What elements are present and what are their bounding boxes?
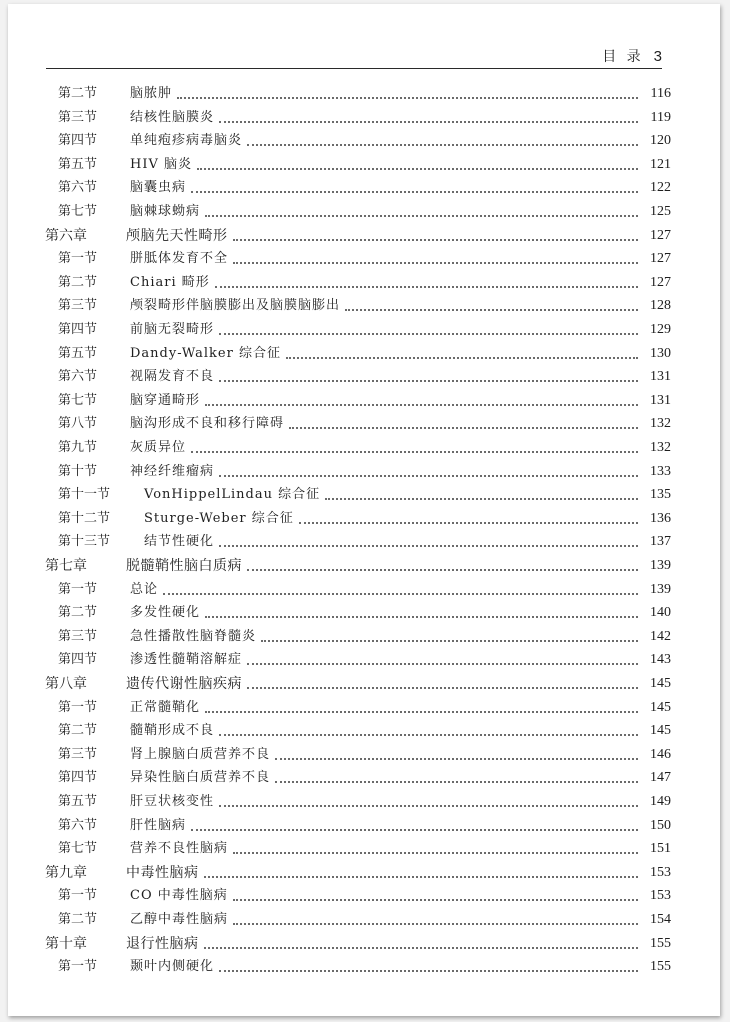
toc-entry-label: 第六节 xyxy=(58,369,98,385)
dot-leader xyxy=(299,509,638,524)
toc-section-row[interactable] xyxy=(58,882,671,904)
toc-section-row[interactable] xyxy=(58,269,671,291)
toc-entry-title: 颅脑先天性畸形 xyxy=(126,227,228,244)
dot-leader xyxy=(219,108,638,123)
toc-entry-title: 神经纤维瘤病 xyxy=(130,463,215,479)
toc-entry-label: 第一节 xyxy=(58,888,98,904)
toc-entry-page: 149 xyxy=(650,794,671,809)
toc-entry-title: 异染性脑白质营养不良 xyxy=(130,770,271,786)
toc-entry-page: 131 xyxy=(650,369,671,385)
toc-entry-title: 退行性脑病 xyxy=(126,935,199,952)
toc-entry-label: 第七节 xyxy=(58,392,98,408)
toc-entry-page: 155 xyxy=(650,959,671,975)
dot-leader xyxy=(191,178,638,193)
toc-section-row[interactable] xyxy=(58,151,671,173)
dot-leader xyxy=(275,768,638,783)
toc-section-row[interactable] xyxy=(58,528,671,550)
toc-entry-title: 结节性硬化 xyxy=(144,534,215,550)
toc-entry-label: 第五节 xyxy=(58,345,98,361)
toc-entry-page: 145 xyxy=(650,723,671,739)
toc-entry-page: 136 xyxy=(650,510,671,526)
toc-entry-title: 脑棘球蚴病 xyxy=(130,204,201,219)
toc-entry-page: 139 xyxy=(650,581,671,597)
toc-entry-page: 140 xyxy=(650,605,671,621)
toc-section-row[interactable] xyxy=(58,458,671,480)
toc-entry-label: 第二节 xyxy=(58,605,98,621)
toc-section-row[interactable] xyxy=(58,198,671,220)
dot-leader xyxy=(233,249,638,264)
toc-entry-page: 128 xyxy=(650,298,671,314)
toc-section-row[interactable] xyxy=(58,764,671,786)
toc-entry-page: 151 xyxy=(650,841,671,857)
toc-entry-title: 中毒性脑病 xyxy=(126,864,199,881)
toc-section-row[interactable] xyxy=(58,292,671,314)
toc-entry-label: 第四节 xyxy=(58,770,98,786)
dot-leader xyxy=(204,863,639,878)
document-page xyxy=(8,4,720,1016)
toc-chapter-row[interactable] xyxy=(45,222,671,244)
toc-entry-page: 132 xyxy=(650,416,671,432)
toc-entry-label: 第七节 xyxy=(58,204,98,219)
toc-entry-title: 营养不良性脑病 xyxy=(130,841,229,857)
toc-entry-label: 第四节 xyxy=(58,652,98,668)
toc-entry-label: 第二节 xyxy=(58,723,98,739)
toc-entry-title: 乙醇中毒性脑病 xyxy=(130,912,229,927)
dot-leader xyxy=(233,910,638,925)
toc-section-row[interactable] xyxy=(58,104,671,126)
toc-entry-title: 脑脓肿 xyxy=(130,86,173,101)
toc-entry-title: 颅裂畸形伴脑膜膨出及脑膜脑膨出 xyxy=(130,298,341,314)
dot-leader xyxy=(204,934,639,949)
toc-entry-label: 第八章 xyxy=(45,676,87,692)
toc-entry-label: 第五节 xyxy=(58,156,98,172)
toc-entry-title: 肝豆状核变性 xyxy=(130,794,215,809)
toc-entry-label: 第九节 xyxy=(58,440,98,455)
toc-section-row[interactable] xyxy=(58,363,671,385)
toc-entry-title: 多发性硬化 xyxy=(130,605,201,621)
toc-entry-title: 正常髓鞘化 xyxy=(130,699,201,715)
toc-section-row[interactable] xyxy=(58,410,671,432)
dot-leader xyxy=(219,721,638,736)
toc-entry-label: 第三节 xyxy=(58,109,98,125)
dot-leader xyxy=(191,438,638,453)
dot-leader xyxy=(345,296,638,311)
toc-entry-label: 第七章 xyxy=(45,558,87,574)
toc-entry-page: 139 xyxy=(650,558,671,573)
toc-entry-title: 单纯疱疹病毒脑炎 xyxy=(130,133,243,149)
dot-leader xyxy=(261,627,638,642)
toc-entry-page: 142 xyxy=(650,628,671,644)
dot-leader xyxy=(205,391,638,406)
toc-section-row[interactable] xyxy=(58,788,671,810)
toc-entry-page: 122 xyxy=(650,180,671,196)
toc-section-row[interactable] xyxy=(58,245,671,267)
toc-entry-title: Dandy-Walker 综合征 xyxy=(130,345,281,361)
toc-entry-label: 第十三节 xyxy=(58,534,111,550)
toc-entry-page: 127 xyxy=(650,274,671,290)
toc-entry-title: 脱髓鞘性脑白质病 xyxy=(126,558,242,574)
toc-section-row[interactable] xyxy=(58,576,671,598)
toc-section-row[interactable] xyxy=(58,80,671,102)
toc-section-row[interactable] xyxy=(58,953,671,975)
toc-entry-page: 119 xyxy=(650,109,671,125)
dot-leader xyxy=(247,674,638,689)
toc-entry-page: 147 xyxy=(650,770,671,786)
toc-entry-label: 第十节 xyxy=(58,463,98,479)
toc-entry-label: 第六节 xyxy=(58,180,98,196)
dot-leader xyxy=(233,839,638,854)
toc-entry-title: 结核性脑膜炎 xyxy=(130,109,215,125)
toc-section-row[interactable] xyxy=(58,340,671,362)
toc-entry-label: 第三节 xyxy=(58,746,98,762)
toc-entry-page: 146 xyxy=(650,746,671,762)
toc-entry-title: Sturge-Weber 综合征 xyxy=(144,510,294,526)
dot-leader xyxy=(325,485,638,500)
toc-section-row[interactable] xyxy=(58,717,671,739)
toc-entry-page: 135 xyxy=(650,487,671,503)
toc-entry-label: 第五节 xyxy=(58,794,98,809)
toc-entry-page: 137 xyxy=(650,534,671,550)
toc-entry-page: 145 xyxy=(650,699,671,715)
toc-entry-page: 150 xyxy=(650,817,671,833)
toc-entry-label: 第十章 xyxy=(45,935,87,952)
header-page-number: 3 xyxy=(653,48,662,65)
toc-entry-title: 脑穿通畸形 xyxy=(130,392,201,408)
dot-leader xyxy=(205,202,638,217)
toc-entry-title: 脑囊虫病 xyxy=(130,180,187,196)
dot-leader xyxy=(219,462,638,477)
toc-entry-label: 第一节 xyxy=(58,581,98,597)
toc-entry-label: 第六节 xyxy=(58,817,98,833)
toc-section-row[interactable] xyxy=(58,316,671,338)
toc-entry-label: 第四节 xyxy=(58,133,98,149)
dot-leader xyxy=(215,273,638,288)
dot-leader xyxy=(219,957,638,972)
toc-entry-title: 脑沟形成不良和移行障碍 xyxy=(130,416,285,432)
toc-entry-page: 131 xyxy=(650,392,671,408)
toc-entry-title: 肝性脑病 xyxy=(130,817,187,833)
toc-chapter-row[interactable] xyxy=(45,670,671,692)
toc-entry-label: 第九章 xyxy=(45,864,87,881)
toc-entry-title: 急性播散性脑脊髓炎 xyxy=(130,628,257,644)
toc-entry-page: 121 xyxy=(650,156,671,172)
dot-leader xyxy=(197,155,638,170)
dot-leader xyxy=(247,131,638,146)
toc-section-row[interactable] xyxy=(58,646,671,668)
toc-entry-page: 154 xyxy=(650,912,671,927)
toc-entry-label: 第一节 xyxy=(58,251,98,267)
toc-entry-label: 第二节 xyxy=(58,274,98,290)
toc-entry-page: 153 xyxy=(650,888,671,904)
dot-leader xyxy=(219,532,638,547)
toc-entry-page: 120 xyxy=(650,133,671,149)
dot-leader xyxy=(219,792,638,807)
toc-chapter-row[interactable] xyxy=(45,930,671,952)
header-title: 目 录 xyxy=(602,49,644,65)
toc-entry-title: 胼胝体发育不全 xyxy=(130,251,229,267)
toc-entry-title: HIV 脑炎 xyxy=(130,156,192,172)
toc-entry-page: 130 xyxy=(650,345,671,361)
toc-entry-page: 143 xyxy=(650,652,671,668)
dot-leader xyxy=(233,226,639,241)
toc-entry-title: 灰质异位 xyxy=(130,440,187,455)
toc-section-row[interactable] xyxy=(58,906,671,928)
toc-entry-label: 第二节 xyxy=(58,912,98,927)
toc-entry-label: 第二节 xyxy=(58,86,98,101)
toc-entry-label: 第十二节 xyxy=(58,510,111,526)
toc-entry-label: 第七节 xyxy=(58,841,98,857)
toc-section-row[interactable] xyxy=(58,694,671,716)
toc-section-row[interactable] xyxy=(58,387,671,409)
toc-entry-page: 153 xyxy=(650,864,671,880)
toc-entry-page: 127 xyxy=(650,227,671,243)
toc-section-row[interactable] xyxy=(58,481,671,503)
toc-entry-page: 129 xyxy=(650,322,671,337)
toc-section-row[interactable] xyxy=(58,434,671,456)
toc-entry-title: 肾上腺脑白质营养不良 xyxy=(130,746,271,762)
toc-entry-label: 第三节 xyxy=(58,298,98,314)
toc-section-row[interactable] xyxy=(58,741,671,763)
toc-entry-page: 125 xyxy=(650,204,671,219)
toc-section-row[interactable] xyxy=(58,174,671,196)
toc-entry-title: VonHippelLindau 综合征 xyxy=(144,487,321,503)
toc-entry-title: 视隔发育不良 xyxy=(130,369,215,385)
toc-section-row[interactable] xyxy=(58,127,671,149)
dot-leader xyxy=(191,816,638,831)
toc-entry-label: 第六章 xyxy=(45,227,87,244)
toc-entry-title: 颞叶内侧硬化 xyxy=(130,959,215,975)
toc-entry-label: 第四节 xyxy=(58,322,98,337)
toc-entry-page: 132 xyxy=(650,440,671,455)
dot-leader xyxy=(233,886,638,901)
toc-entry-title: 渗透性髓鞘溶解症 xyxy=(130,652,243,668)
toc-section-row[interactable] xyxy=(58,812,671,834)
toc-entry-page: 133 xyxy=(650,463,671,479)
dot-leader xyxy=(247,556,638,571)
toc-entry-label: 第一节 xyxy=(58,959,98,975)
toc-section-row[interactable] xyxy=(58,623,671,645)
dot-leader xyxy=(163,580,638,595)
dot-leader xyxy=(219,367,638,382)
toc-entry-title: 髓鞘形成不良 xyxy=(130,723,215,739)
dot-leader xyxy=(205,698,638,713)
toc-chapter-row[interactable] xyxy=(45,859,671,881)
toc-chapter-row[interactable] xyxy=(45,552,671,574)
dot-leader xyxy=(275,745,638,760)
toc-entry-label: 第十一节 xyxy=(58,487,111,503)
toc-entry-title: Chiari 畸形 xyxy=(130,274,210,290)
dot-leader xyxy=(205,603,638,618)
dot-leader xyxy=(177,84,638,99)
toc-section-row[interactable] xyxy=(58,835,671,857)
toc-entry-title: 总论 xyxy=(130,581,159,597)
toc-entry-title: CO 中毒性脑病 xyxy=(130,888,228,904)
toc-entry-title: 前脑无裂畸形 xyxy=(130,322,215,337)
dot-leader xyxy=(219,320,638,335)
toc-entry-label: 第一节 xyxy=(58,699,98,715)
toc-entry-page: 155 xyxy=(650,935,671,951)
dot-leader xyxy=(289,414,638,429)
toc-section-row[interactable] xyxy=(58,599,671,621)
toc-section-row[interactable] xyxy=(58,505,671,527)
toc-entry-label: 第三节 xyxy=(58,628,98,644)
toc-entry-label: 第八节 xyxy=(58,416,98,432)
dot-leader xyxy=(247,650,638,665)
toc-entry-page: 145 xyxy=(650,676,671,691)
toc-entry-title: 遗传代谢性脑疾病 xyxy=(126,676,242,692)
toc-entry-page: 116 xyxy=(650,86,671,101)
dot-leader xyxy=(286,344,638,359)
running-header xyxy=(46,46,662,69)
toc-entry-page: 127 xyxy=(650,251,671,267)
